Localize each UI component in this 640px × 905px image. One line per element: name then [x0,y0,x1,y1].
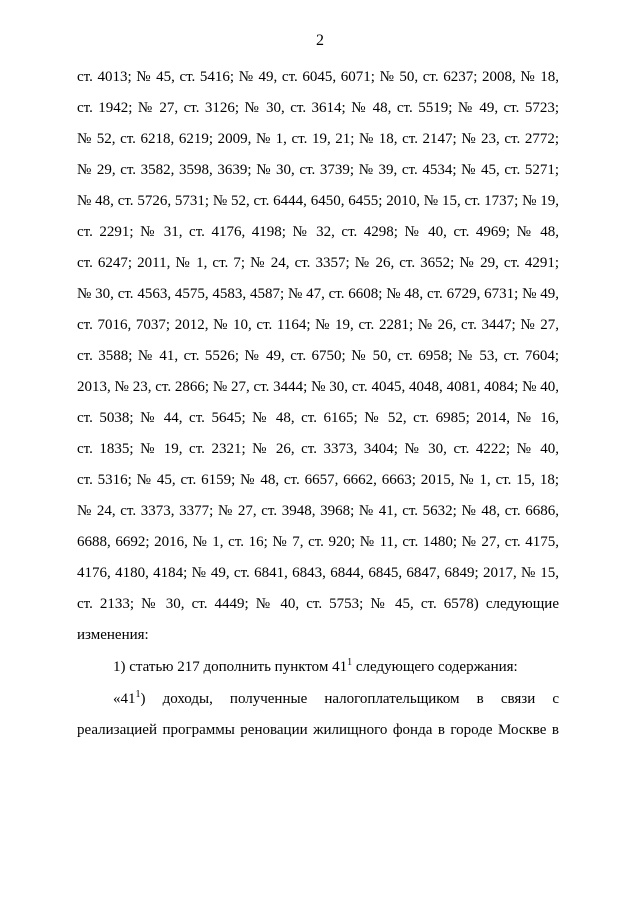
text-line: № 24, ст. 3373, 3377; № 27, ст. 3948, 3968; № 41, ст. 5632; № 48, ст. 6686, [77,503,559,519]
item-1-text-end: следующего содержания: [352,659,518,675]
text-line: ст. 2291; № 31, ст. 4176, 4198; № 32, ст. 4298; № 40, ст. 4969; № 48, [77,224,559,240]
text-line: ст. 7016, 7037; 2012, № 10, ст. 1164; № 19, ст. 2281; № 26, ст. 3447; № 27, [77,317,559,333]
item-1-paragraph [113,658,559,676]
superscript: 1 [347,657,353,668]
item-41-number: «41 [113,691,136,707]
item-41-text: ) доходы, полученные налогоплательщиком в связи с [140,691,559,707]
text-line: ст. 2133; № 30, ст. 4449; № 40, ст. 5753; № 45, ст. 6578) следующие [77,596,559,612]
text-line: № 30, ст. 4563, 4575, 4583, 4587; № 47, ст. 6608; № 48, ст. 6729, 6731; № 49, [77,286,559,302]
text-line: № 48, ст. 5726, 5731; № 52, ст. 6444, 6450, 6455; 2010, № 15, ст. 1737; № 19, [77,193,559,209]
text-line: № 29, ст. 3582, 3598, 3639; № 30, ст. 3739; № 39, ст. 4534; № 45, ст. 5271; [77,162,559,178]
text-line: 4176, 4180, 4184; № 49, ст. 6841, 6843, 6844, 6845, 6847, 6849; 2017, № 15, [77,565,559,581]
text-line: 6688, 6692; 2016, № 1, ст. 16; № 7, ст. 920; № 11, ст. 1480; № 27, ст. 4175, [77,534,559,550]
text-line: 2013, № 23, ст. 2866; № 27, ст. 3444; № 30, ст. 4045, 4048, 4081, 4084; № 40, [77,379,559,395]
page-number: 2 [316,32,324,49]
text-line: ст. 3588; № 41, ст. 5526; № 49, ст. 6750; № 50, ст. 6958; № 53, ст. 7604; [77,348,559,364]
item-41-line-1 [113,690,559,708]
text-line: ст. 4013; № 45, ст. 5416; № 49, ст. 6045, 6071; № 50, ст. 6237; 2008, № 18, [77,69,559,85]
text-line: ст. 6247; 2011, № 1, ст. 7; № 24, ст. 3357; № 26, ст. 3652; № 29, ст. 4291; [77,255,559,271]
item-41-line-2: реализацией программы реновации жилищного фонда в городе Москве в [77,722,559,738]
text-line: изменения: [77,627,149,643]
text-line: № 52, ст. 6218, 6219; 2009, № 1, ст. 19, 21; № 18, ст. 2147; № 23, ст. 2772; [77,131,559,147]
text-line: ст. 5316; № 45, ст. 6159; № 48, ст. 6657, 6662, 6663; 2015, № 1, ст. 15, 18; [77,472,559,488]
superscript: 1 [135,689,141,700]
item-1-text: 1) статью 217 дополнить пунктом 41 [113,659,348,675]
text-line: ст. 1942; № 27, ст. 3126; № 30, ст. 3614; № 48, ст. 5519; № 49, ст. 5723; [77,100,559,116]
text-line: ст. 5038; № 44, ст. 5645; № 48, ст. 6165; № 52, ст. 6985; 2014, № 16, [77,410,559,426]
text-line: ст. 1835; № 19, ст. 2321; № 26, ст. 3373, 3404; № 30, ст. 4222; № 40, [77,441,559,457]
